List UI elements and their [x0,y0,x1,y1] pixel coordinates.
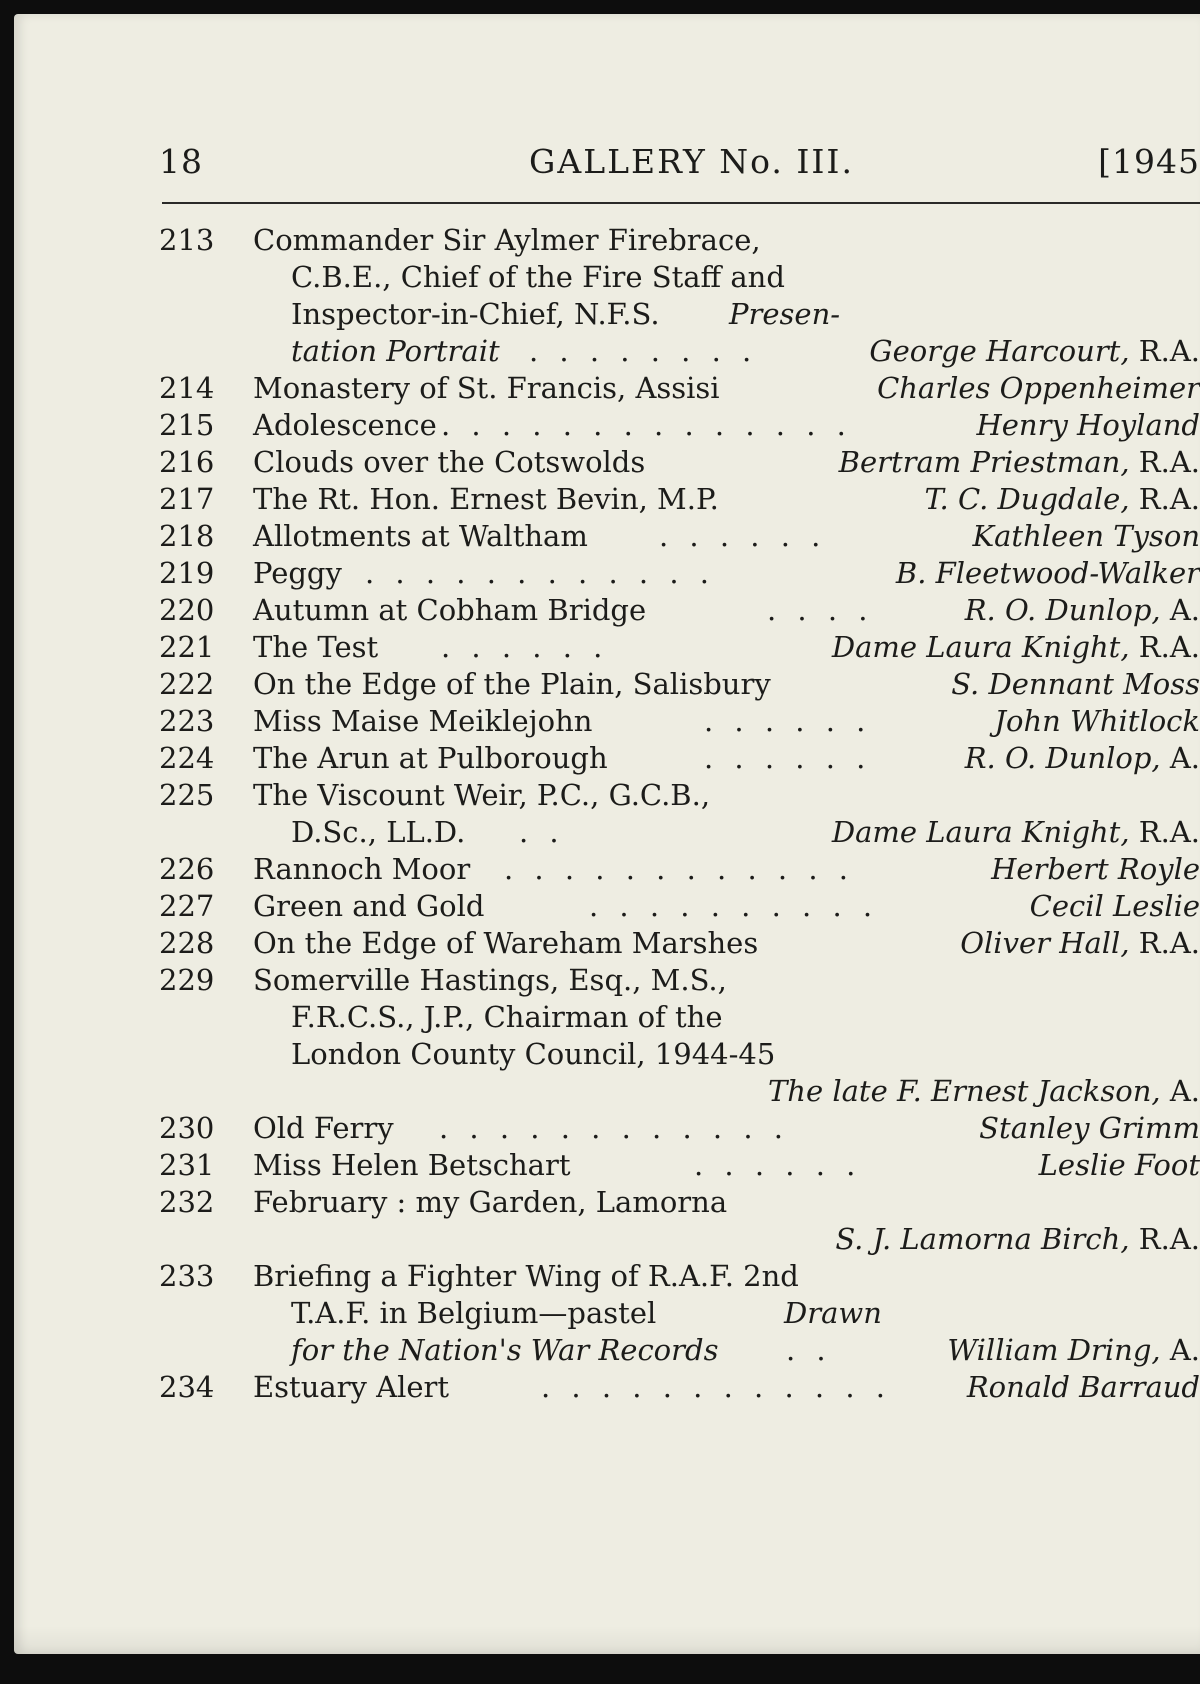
catalogue-entry [159,888,1200,925]
artist-name: Herbert Royle [991,852,1200,886]
entry-number: 231 [159,1148,215,1182]
entry-title: Old Ferry [253,1111,394,1145]
catalogue-entry [159,481,1200,518]
artist-suffix: R.A. [1138,630,1200,664]
artist-suffix: A. [1169,1074,1200,1108]
entry-number: 217 [159,482,215,516]
catalogue-page [14,14,1200,1654]
entry-number: 230 [159,1111,215,1145]
catalogue-entry [159,777,1200,851]
catalogue-entry [159,703,1200,740]
entry-number: 233 [159,1259,215,1293]
entry-number: 216 [159,445,215,479]
entry-number: 229 [159,963,215,997]
leader-dots: . . . . . . . . . . . . [504,852,855,886]
catalogue-entry [159,518,1200,555]
artist-suffix: R.A. [1138,926,1200,960]
entry-number: 221 [159,630,215,664]
entry-title: Miss Maise Meiklejohn [253,704,593,738]
catalogue-entry [159,851,1200,888]
leader-dots: . . . . . . . . . . . . [541,1370,892,1404]
artist-name: William Dring, [947,1333,1161,1367]
entry-title-line: C.B.E., Chief of the Fire Staff and [291,260,785,294]
leader-dots: . . . . . . . . . . . . . . [441,408,852,442]
entry-title-line: Inspector-in-Chief, N.F.S. [291,297,660,331]
entry-title-line: D.Sc., LL.D. [291,815,466,849]
leader-dots: . . [519,815,565,849]
catalogue-entry [159,1184,1200,1258]
leader-dots: . . . . . . [659,519,827,553]
entry-number: 223 [159,704,215,738]
entry-number: 227 [159,889,215,923]
entry-title-line: Somerville Hastings, Esq., M.S., [253,963,727,997]
entry-title: Miss Helen Betschart [253,1148,571,1182]
catalogue-entry [159,962,1200,1110]
entry-title-line: Commander Sir Aylmer Firebrace, [253,223,761,257]
entry-title: On the Edge of Wareham Marshes [253,926,759,960]
entry-number: 232 [159,1185,215,1219]
entry-title: Green and Gold [253,889,485,923]
catalogue-entries [159,222,1200,1406]
catalogue-entry [159,407,1200,444]
artist-name: Charles Oppenheimer [877,371,1200,405]
artist-name: Leslie Foot [1038,1148,1200,1182]
catalogue-entry [159,740,1200,777]
entry-number: 225 [159,778,215,812]
artist-suffix: A. [1169,593,1200,627]
catalogue-entry [159,370,1200,407]
entry-number: 228 [159,926,215,960]
artist-name: S. J. Lamorna Birch, [835,1222,1130,1256]
entry-number: 218 [159,519,215,553]
entry-title: Rannoch Moor [253,852,471,886]
artist-name: The late F. Ernest Jackson, [767,1074,1161,1108]
page-number: 18 [159,142,203,181]
artist-name: Cecil Leslie [1029,889,1200,923]
entry-title-line: Briefing a Fighter Wing of R.A.F. 2nd [253,1259,799,1293]
artist-suffix: A. [1169,1333,1200,1367]
entry-number: 213 [159,223,215,257]
artist-name: R. O. Dunlop, [964,741,1161,775]
catalogue-entry [159,1110,1200,1147]
catalogue-entry [159,629,1200,666]
entry-title: Monastery of St. Francis, Assisi [253,371,720,405]
entry-title-line: The Viscount Weir, P.C., G.C.B., [253,778,711,812]
artist-suffix: R.A. [1138,445,1200,479]
artist-name: Dame Laura Knight, [831,815,1130,849]
entry-title-line: F.R.C.S., J.P., Chairman of the [291,1000,723,1034]
leader-dots: . . . . . . . . . . [589,889,879,923]
entry-title: Adolescence [253,408,437,442]
entry-number: 215 [159,408,215,442]
page-header [159,142,1200,184]
page-title: GALLERY No. III. [529,142,854,181]
artist-name: John Whitlock [994,704,1200,738]
artist-name: Henry Hoyland [976,408,1200,442]
entry-title-line: T.A.F. in Belgium—pastel [291,1296,657,1330]
header-rule [162,202,1200,204]
artist-suffix: A. [1169,741,1200,775]
entry-number: 214 [159,371,215,405]
leader-dots: . . [786,1333,832,1367]
entry-title: The Arun at Pulborough [253,741,608,775]
entry-number: 220 [159,593,215,627]
catalogue-entry [159,555,1200,592]
entry-title: On the Edge of the Plain, Salisbury [253,667,771,701]
entry-title: The Rt. Hon. Ernest Bevin, M.P. [253,482,719,516]
entry-title: Autumn at Cobham Bridge [253,593,647,627]
artist-name: George Harcourt, [869,334,1130,368]
catalogue-entry [159,666,1200,703]
leader-dots: . . . . . . . . . . . . [365,556,716,590]
artist-suffix: R.A. [1138,1222,1200,1256]
entry-note: Presen- [729,297,841,331]
entry-title: Allotments at Waltham [253,519,588,553]
artist-name: Stanley Grimm [979,1111,1200,1145]
catalogue-entry [159,1369,1200,1406]
artist-name: T. C. Dugdale, [924,482,1130,516]
entry-note: Drawn [784,1296,882,1330]
entry-title: Estuary Alert [253,1370,450,1404]
artist-name: R. O. Dunlop, [964,593,1161,627]
artist-suffix: R.A. [1138,334,1200,368]
artist-name: S. Dennant Moss [951,667,1200,701]
artist-name: Ronald Barraud [966,1370,1200,1404]
artist-name: Bertram Priestman, [838,445,1130,479]
leader-dots: . . . . . . . . . . . . [439,1111,790,1145]
artist-name: B. Fleetwood-Walker [895,556,1200,590]
leader-dots: . . . . . . [704,741,872,775]
catalogue-entry [159,925,1200,962]
artist-name: Kathleen Tyson [972,519,1200,553]
entry-title: Peggy [253,556,342,590]
entry-title: Clouds over the Cotswolds [253,445,646,479]
leader-dots: . . . . . . [441,630,609,664]
leader-dots: . . . . . . . . [529,334,758,368]
entry-title-line: London County Council, 1944-45 [291,1037,776,1071]
artist-name: Dame Laura Knight, [831,630,1130,664]
entry-title-line: February : my Garden, Lamorna [253,1185,728,1219]
artist-name: Oliver Hall, [960,926,1130,960]
artist-suffix: R.A. [1138,482,1200,516]
leader-dots: . . . . [767,593,874,627]
catalogue-entry [159,592,1200,629]
header-year: [1945 [1098,142,1200,181]
catalogue-entry [159,1147,1200,1184]
entry-title: The Test [253,630,379,664]
artist-suffix: R.A. [1138,815,1200,849]
catalogue-entry [159,222,1200,370]
leader-dots: . . . . . . [694,1148,862,1182]
catalogue-entry [159,444,1200,481]
entry-number: 222 [159,667,215,701]
entry-note: for the Nation's War Records [291,1333,719,1367]
entry-number: 226 [159,852,215,886]
entry-number: 234 [159,1370,215,1404]
catalogue-entry [159,1258,1200,1369]
entry-number: 219 [159,556,215,590]
entry-number: 224 [159,741,215,775]
leader-dots: . . . . . . [704,704,872,738]
entry-note: tation Portrait [291,334,500,368]
